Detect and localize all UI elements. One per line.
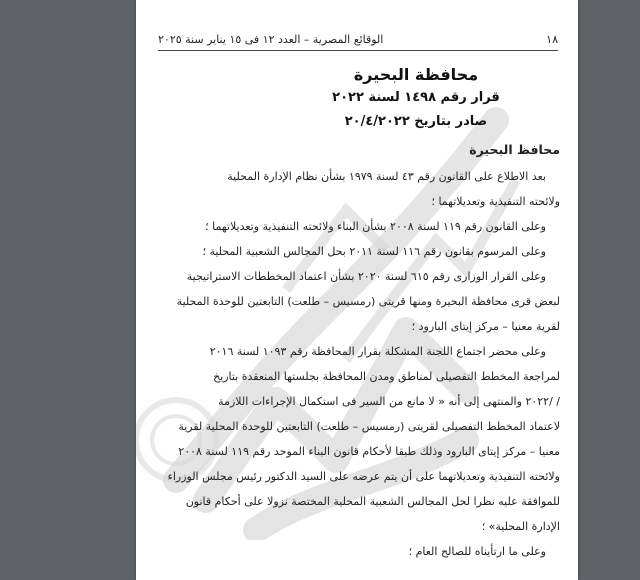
page-number: ١٨ (546, 32, 558, 46)
addressee: محافظ البحيرة (469, 142, 560, 157)
body-line: بعد الاطلاع على القانون رقم ٤٣ لسنة ١٩٧٩ بشأن نظام الإدارة المحلية (227, 170, 546, 183)
body-line: لمراجعة المخطط التفصيلى لمناطق ومدن المحافظة بجلستها المنعقدة بتاريخ (213, 370, 560, 383)
body-line: لبعض قرى محافظة البحيرة ومنها قريتى (رمسيس – طلعت) التابعتين للوحدة المحلية (176, 295, 560, 308)
body-line: ولائحته التنفيذية وتعديلاتهما ؛ (431, 195, 560, 208)
issue-date: صادر بتاريخ ٢٠/٤/٢٠٢٢ (344, 114, 488, 129)
body-line: لاعتماد المخطط التفصيلى لقريتى (رمسيس – طلعت) التابعتين للوحدة المحلية لقرية (178, 420, 560, 433)
body-line: / /٢٠٢٢ والمنتهى إلى أنه « لا مانع من السير فى استكمال الإجراءات اللازمة (218, 395, 560, 408)
body-line: لقرية معنيا – مركز إيتاى البارود ؛ (411, 320, 560, 333)
decree-title-block (286, 64, 546, 134)
body-line: ولائحته التنفيذية وتعديلاتهما على أن يتم عرضه على السيد الدكتور رئيس مجلس الوزراء (167, 470, 560, 483)
decree-number: قرار رقم ١٤٩٨ لسنة ٢٠٢٢ (332, 90, 500, 105)
body-line: وعلى محضر اجتماع اللجنة المشكلة بقرار المحافظة رقم ١٠٩٣ لسنة ٢٠١٦ (209, 345, 546, 358)
governorate-title: محافظة البحيرة (353, 65, 479, 84)
body-line: معنيا – مركز إيتاى البارود وذلك طبقا لأحكام قانون البناء الموحد رقم ١١٩ لسنة ٢٠٠٨ (178, 445, 560, 458)
body-line: وعلى المرسوم بقانون رقم ١١٦ لسنة ٢٠١١ بحل المجالس الشعبية المحلية ؛ (202, 245, 546, 258)
header-divider (158, 50, 558, 51)
body-line: الإدارة المحلية» ؛ (481, 520, 560, 533)
body-line: وعلى ما ارتأيناه للصالح العام ؛ (408, 545, 546, 558)
body-line: وعلى القانون رقم ١١٩ لسنة ٢٠٠٨ بشأن البناء ولائحته التنفيذية وتعديلاتهما ؛ (205, 220, 546, 233)
document-page (136, 0, 578, 580)
publication-line: الوقائع المصرية – العدد ١٢ فى ١٥ يناير سنة ٢٠٢٥ (158, 32, 384, 46)
page-header (158, 30, 558, 48)
body-line: وعلى القرار الوزارى رقم ٦١٥ لسنة ٢٠٢٠ بشأن اعتماد المخططات الاستراتيجية (186, 270, 546, 283)
body-line: للموافقة عليه نظرا لحل المجالس الشعبية المحلية المختصة نزولا على أحكام قانون (185, 495, 560, 508)
decree-body (156, 140, 560, 564)
